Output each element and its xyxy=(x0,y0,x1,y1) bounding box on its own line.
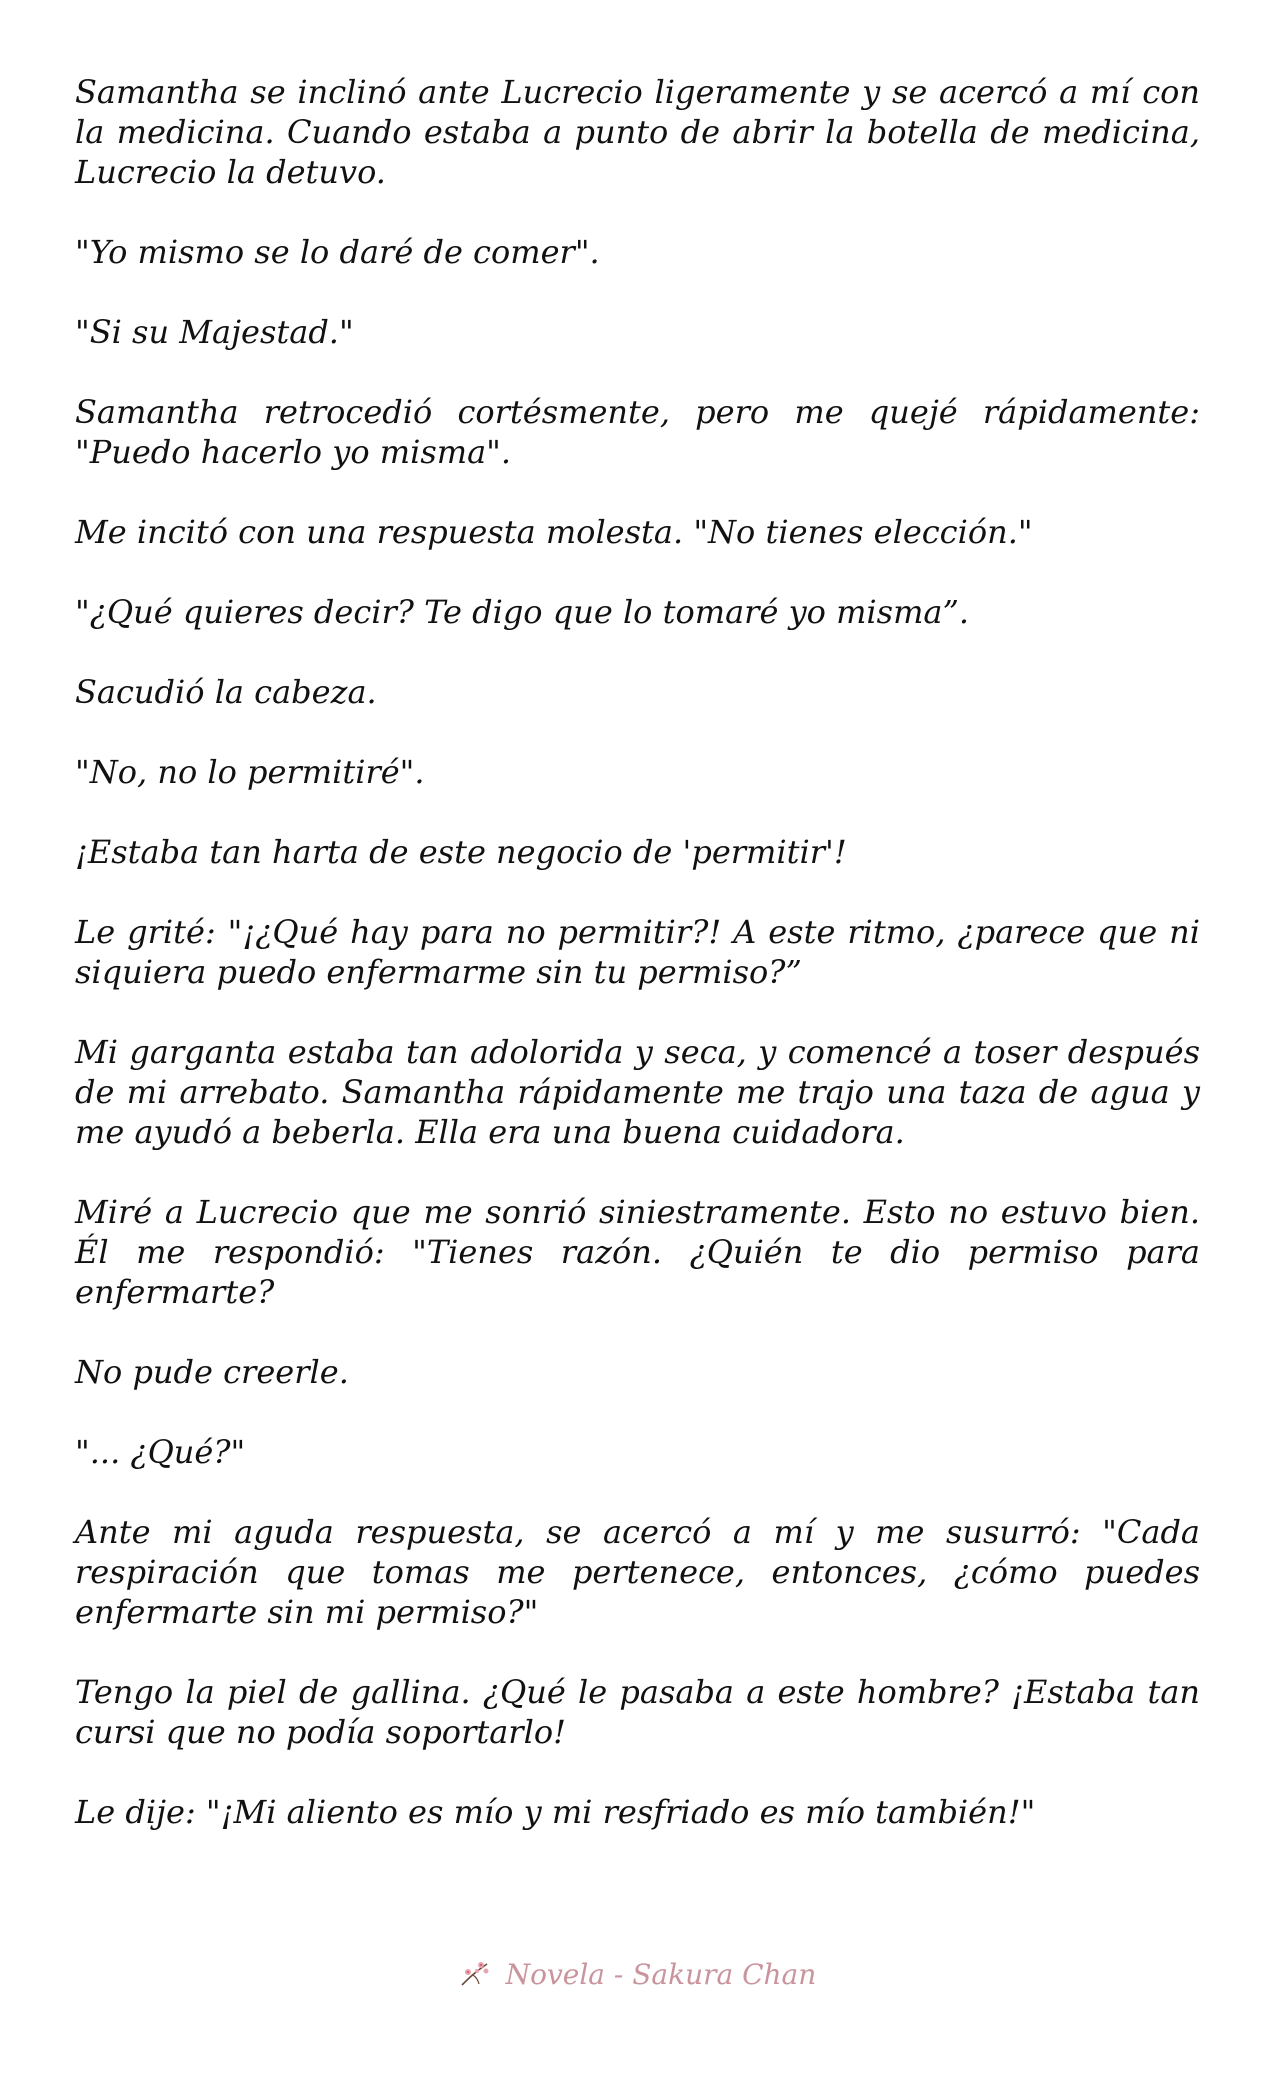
cherry-blossom-icon xyxy=(459,1958,491,1988)
paragraph-16: Tengo la piel de gallina. ¿Qué le pasaba a este hombre? ¡Estaba tan cursi que no podía soportarlo! xyxy=(75,1673,1200,1751)
paragraph-5: Me incitó con una respuesta molesta. "No tienes elección." xyxy=(75,513,1033,551)
paragraph-15: Ante mi aguda respuesta, se acercó a mí y me susurró: "Cada respiración que tomas me pertenece, entonces, ¿cómo puedes enfermarte sin mi permiso?" xyxy=(75,1513,1200,1631)
watermark-text: Novela - Sakura Chan xyxy=(505,1958,817,1991)
paragraph-10: Le grité: "¡¿Qué hay para no permitir?! A este ritmo, ¿parece que ni siquiera puedo enfermarme sin tu permiso?” xyxy=(75,913,1200,991)
document-body xyxy=(75,72,1200,1872)
paragraph-11: Mi garganta estaba tan adolorida y seca, y comencé a toser después de mi arrebato. Samantha rápidamente me trajo una taza de agua y me ayudó a beberla. Ella era una buena cuidadora. xyxy=(75,1033,1200,1151)
watermark-footer xyxy=(0,1958,1275,1991)
paragraph-17: Le dije: "¡Mi aliento es mío y mi resfriado es mío también!" xyxy=(75,1793,1036,1831)
paragraph-6: "¿Qué quieres decir? Te digo que lo tomaré yo misma”. xyxy=(75,593,970,631)
paragraph-14: "... ¿Qué?" xyxy=(75,1433,246,1471)
paragraph-2: "Yo mismo se lo daré de comer". xyxy=(75,233,600,271)
paragraph-1: Samantha se inclinó ante Lucrecio ligeramente y se acercó a mí con la medicina. Cuando estaba a punto de abrir la botella de medicina, Lucrecio la detuvo. xyxy=(75,73,1200,191)
paragraph-3: "Si su Majestad." xyxy=(75,313,354,351)
paragraph-8: "No, no lo permitiré". xyxy=(75,753,425,791)
paragraph-12: Miré a Lucrecio que me sonrió siniestramente. Esto no estuvo bien. Él me respondió: "Tienes razón. ¿Quién te dio permiso para enfermarte? xyxy=(75,1193,1200,1311)
paragraph-13: No pude creerle. xyxy=(75,1353,349,1391)
paragraph-4: Samantha retrocedió cortésmente, pero me quejé rápidamente: "Puedo hacerlo yo misma". xyxy=(75,393,1200,471)
paragraph-7: Sacudió la cabeza. xyxy=(75,673,377,711)
paragraph-9: ¡Estaba tan harta de este negocio de 'permitir'! xyxy=(75,833,847,871)
